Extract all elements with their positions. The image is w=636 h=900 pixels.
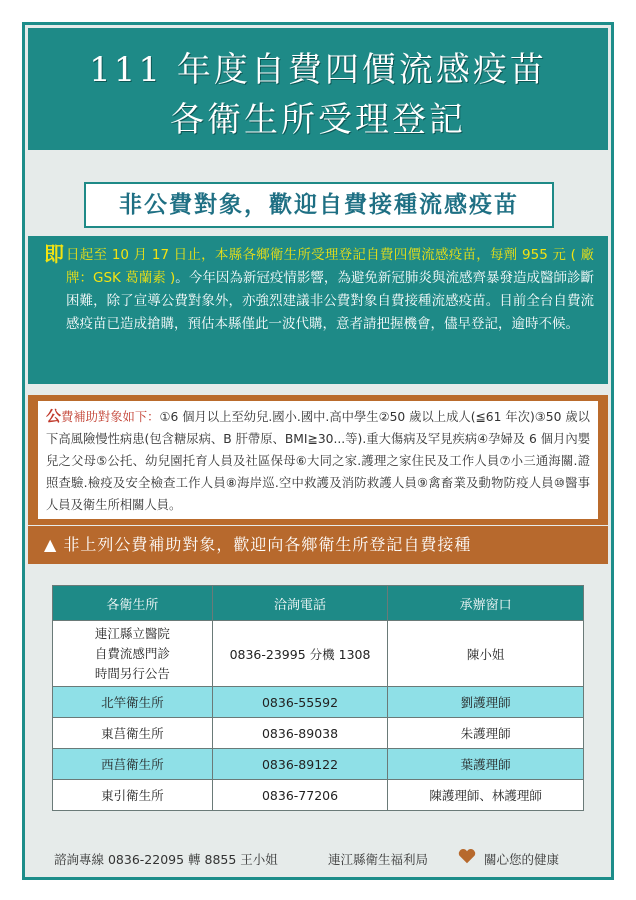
title-line-1: 111 年度自費四價流感疫苗 (89, 50, 547, 90)
header-site: 各衛生所 (53, 586, 213, 621)
heart-icon (456, 847, 478, 864)
footer-hotline: 諮詢專線 0836-22095 轉 8855 王小姐 (54, 852, 278, 867)
title-line-2: 各衛生所受理登記 (170, 100, 466, 140)
intro-first-char: 即 (44, 242, 64, 266)
heart-icon-svg (456, 848, 478, 864)
intro-body: 。今年因為新冠疫情影響，為避免新冠肺炎與流感齊暴發造成醫師診斷困難，除了宣導公費對象外，亦強烈建議非公費對象自費接種流感疫苗。目前全台自費流感疫苗已造成搶購，預估本縣僅此一波代購，意者請把握機會，儘早登記，逾時不候。 (66, 270, 595, 332)
phone-cell: 0836-89122 (212, 749, 388, 780)
site-cell: 東引衛生所 (53, 780, 213, 811)
table-row (53, 718, 584, 749)
triangle-icon: ▲ (44, 535, 58, 554)
phone-cell: 0836-55592 (212, 687, 388, 718)
subtitle-box: 非公費對象，歡迎自費接種流感疫苗 (84, 182, 554, 228)
title-box (28, 28, 608, 150)
header-contact: 承辦窗口 (388, 586, 584, 621)
contact-cell: 陳護理師、林護理師 (388, 780, 584, 811)
site-cell: 東莒衛生所 (53, 718, 213, 749)
site-cell: 北竿衛生所 (53, 687, 213, 718)
table-header-row (53, 586, 584, 621)
site-line: 連江縣立醫院 (94, 625, 170, 641)
phone-cell: 0836-89038 (212, 718, 388, 749)
site-line: 時間另行公告 (94, 665, 170, 681)
contact-cell: 劉護理師 (388, 687, 584, 718)
site-line: 自費流感門診 (94, 645, 170, 661)
footer-bureau: 連江縣衛生福利局 (328, 852, 429, 867)
site-cell (53, 621, 213, 687)
phone-cell: 0836-23995 分機 1308 (212, 621, 388, 687)
health-center-table (52, 585, 584, 811)
contact-cell: 朱護理師 (388, 718, 584, 749)
table-row (53, 621, 584, 687)
table-row (53, 780, 584, 811)
subsidy-box (38, 401, 598, 519)
intro-highlight: 日起至 10 月 17 日止，本縣各鄉衛生所受理登記自費四價流感疫苗，每劑 955 元 ( 廠牌：GSK 葛蘭素 ) (66, 247, 594, 286)
header-phone: 洽詢電話 (212, 586, 388, 621)
self-pay-banner (28, 526, 608, 564)
subsidy-lead-char: 公 (46, 407, 62, 425)
phone-cell: 0836-77206 (212, 780, 388, 811)
subsidy-text: ①6 個月以上至幼兒.國小.國中.高中學生②50 歲以上成人(≦61 年次)③50 歲以下高風險慢性病患(包含糖尿病、B 肝帶原、BMI≧30...等).重大傷病及罕見疾病④孕婦及 6 個月內嬰兒之父母⑤公托、幼兒園托育人員及社區保母⑥大同之家.護理之家住民及工作人員⑦小三通海關.證照查驗.檢疫及安全檢查工作人員⑧海岸巡.空中救護及消防救護人員⑨禽畜業及動物防疫人員⑩醫事人員及衛生所相關人員。 (46, 410, 590, 512)
subsidy-label: 費補助對象如下： (61, 410, 160, 424)
site-cell: 西莒衛生所 (53, 749, 213, 780)
intro-paragraph (28, 236, 608, 384)
banner-text: 非上列公費補助對象，歡迎向各鄉衛生所登記自費接種 (63, 535, 472, 554)
footer (28, 840, 608, 874)
table-row (53, 749, 584, 780)
footer-slogan: 關心您的健康 (484, 852, 560, 867)
table-row (53, 687, 584, 718)
contact-cell: 陳小姐 (388, 621, 584, 687)
contact-cell: 葉護理師 (388, 749, 584, 780)
